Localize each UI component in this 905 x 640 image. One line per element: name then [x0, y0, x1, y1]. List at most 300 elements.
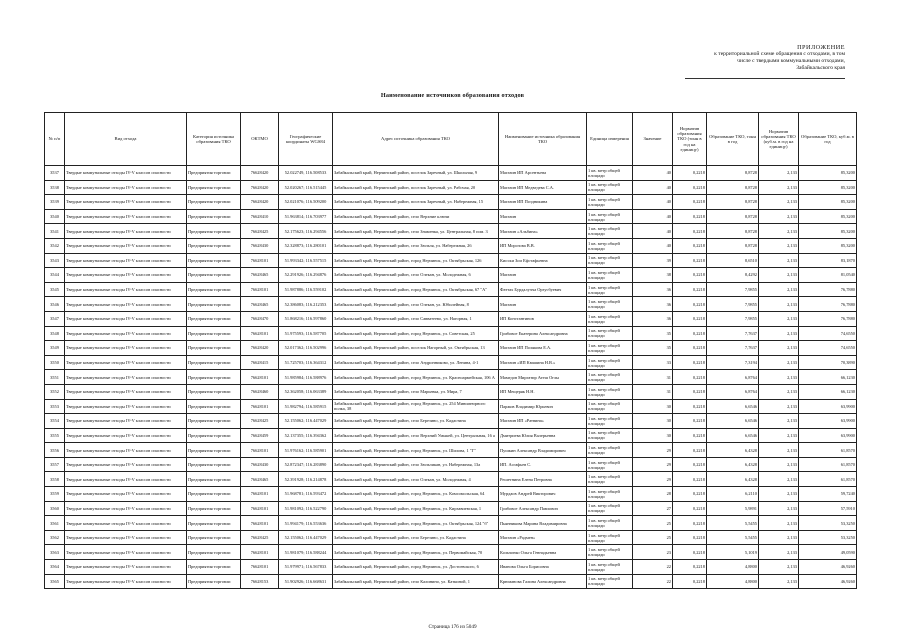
- cell-col-oktmo: 76628465: [241, 472, 279, 487]
- table-row: [45, 370, 857, 385]
- cell-col-source-category: Предприятия торговли: [187, 311, 241, 326]
- cell-col-oktmo: 76628420: [241, 341, 279, 356]
- cell-col-unit: 1 кв. метр общей площади: [587, 487, 633, 502]
- cell-col-unit: 1 кв. метр общей площади: [587, 268, 633, 283]
- cell-col-value: 28: [633, 487, 673, 502]
- cell-col-unit: 1 кв. метр общей площади: [587, 209, 633, 224]
- cell-col-output-m3: 85,3200: [799, 195, 857, 210]
- cell-col-source-name: Магазин «Радмен»: [499, 530, 587, 545]
- cell-col-source-category: Предприятия торговли: [187, 341, 241, 356]
- cell-col-output-m3: 83,1870: [799, 253, 857, 268]
- cell-col-oktmo: 76628420: [241, 166, 279, 181]
- cell-col-source-category: Предприятия торговли: [187, 399, 241, 414]
- cell-col-waste-type: Твердые коммунальные отходы IV-V классов опасности: [65, 268, 187, 283]
- cell-col-waste-type: Твердые коммунальные отходы IV-V классов опасности: [65, 370, 187, 385]
- table-row: [45, 516, 857, 531]
- cell-col-output-m3: 63,9900: [799, 399, 857, 414]
- cell-col-address: Забайкальский край, Нерчинский район, село Березино, ул. Кадастина: [333, 414, 499, 429]
- cell-col-norm-m3: 2,133: [759, 530, 799, 545]
- cell-col-coordinates: 52.175623; 116.294556: [279, 224, 333, 239]
- cell-col-number: 3552: [45, 384, 65, 399]
- column-header-col-oktmo: ОКТМО: [241, 113, 279, 166]
- cell-col-output-m3: 59,7240: [799, 487, 857, 502]
- cell-col-waste-type: Твердые коммунальные отходы IV-V классов опасности: [65, 516, 187, 531]
- table-row: [45, 384, 857, 399]
- cell-col-number: 3556: [45, 443, 65, 458]
- cell-col-waste-type: Твердые коммунальные отходы IV-V классов опасности: [65, 341, 187, 356]
- cell-col-output-tons: 7,9855: [707, 311, 759, 326]
- cell-col-norm-tons: 0,2218: [673, 443, 707, 458]
- cell-col-source-name: Пьянникова Марина Владимировна: [499, 516, 587, 531]
- cell-col-norm-m3: 2,133: [759, 457, 799, 472]
- cell-col-norm-m3: 2,133: [759, 399, 799, 414]
- cell-col-number: 3537: [45, 166, 65, 181]
- cell-col-output-tons: 4,8800: [707, 574, 759, 589]
- cell-col-output-m3: 81,0540: [799, 268, 857, 283]
- cell-col-norm-tons: 0,2218: [673, 487, 707, 502]
- cell-col-oktmo: 76628465: [241, 297, 279, 312]
- cell-col-value: 35: [633, 326, 673, 341]
- cell-col-norm-m3: 2,133: [759, 297, 799, 312]
- cell-col-norm-m3: 2,133: [759, 355, 799, 370]
- cell-col-output-tons: 6,2110: [707, 487, 759, 502]
- cell-col-number: 3540: [45, 209, 65, 224]
- cell-col-coordinates: 52.155062; 116.447029: [279, 414, 333, 429]
- cell-col-unit: 1 кв. метр общей площади: [587, 355, 633, 370]
- cell-col-norm-tons: 0,2218: [673, 384, 707, 399]
- cell-col-number: 3562: [45, 530, 65, 545]
- cell-col-source-category: Предприятия торговли: [187, 195, 241, 210]
- table-row: [45, 209, 857, 224]
- cell-col-norm-tons: 0,2218: [673, 268, 707, 283]
- cell-col-waste-type: Твердые коммунальные отходы IV-V классов опасности: [65, 574, 187, 589]
- cell-col-output-tons: 5,1019: [707, 545, 759, 560]
- cell-col-source-category: Предприятия торговли: [187, 209, 241, 224]
- table-row: [45, 428, 857, 443]
- cell-col-norm-m3: 2,133: [759, 341, 799, 356]
- cell-col-value: 22: [633, 574, 673, 589]
- cell-col-output-tons: 4,8800: [707, 560, 759, 575]
- cell-col-norm-tons: 0,2218: [673, 355, 707, 370]
- cell-col-output-tons: 7,7637: [707, 341, 759, 356]
- cell-col-unit: 1 кв. метр общей площади: [587, 428, 633, 443]
- column-header-col-value: Значение: [633, 113, 673, 166]
- cell-col-source-name: ИП Мещеряк Н.Н.: [499, 384, 587, 399]
- page-footer: Страница 176 из 5049: [428, 624, 477, 630]
- cell-col-address: Забайкальский край, Нерчинский район, город Нерчинск, ул. 254 Миниатюрного полка, 38: [333, 399, 499, 414]
- cell-col-output-tons: 6,4328: [707, 457, 759, 472]
- cell-col-waste-type: Твердые коммунальные отходы IV-V классов опасности: [65, 472, 187, 487]
- cell-col-norm-m3: 2,133: [759, 195, 799, 210]
- cell-col-oktmo: 76628410: [241, 209, 279, 224]
- cell-col-norm-m3: 2,133: [759, 516, 799, 531]
- cell-col-oktmo: 76628425: [241, 414, 279, 429]
- appendix-underline: [685, 78, 845, 79]
- cell-col-unit: 1 кв. метр общей площади: [587, 472, 633, 487]
- cell-col-address: Забайкальский край, Нерчинский район, город Нерчинск, ул. Октябрьская, 67 "А": [333, 282, 499, 297]
- cell-col-address: Забайкальский край, Нерчинский район, город Нерчинск, ул. Красноармейская, 106 А: [333, 370, 499, 385]
- cell-col-output-m3: 66,1230: [799, 384, 857, 399]
- cell-col-address: Забайкальский край, Нерчинский район, село Зюльзя, ул. Набережная, 26: [333, 238, 499, 253]
- table-row: [45, 166, 857, 181]
- appendix-line: числе с твердыми коммунальными отходами,: [737, 58, 845, 64]
- cell-col-unit: 1 кв. метр общей площади: [587, 195, 633, 210]
- cell-col-value: 29: [633, 472, 673, 487]
- cell-col-output-m3: 85,3200: [799, 166, 857, 181]
- cell-col-waste-type: Твердые коммунальные отходы IV-V классов опасности: [65, 209, 187, 224]
- cell-col-output-tons: 5,5455: [707, 530, 759, 545]
- cell-col-oktmo: 76628153: [241, 574, 279, 589]
- cell-col-value: 31: [633, 384, 673, 399]
- cell-col-waste-type: Твердые коммунальные отходы IV-V классов опасности: [65, 297, 187, 312]
- table-body: [45, 166, 857, 589]
- cell-col-norm-m3: 2,133: [759, 414, 799, 429]
- cell-col-source-category: Предприятия торговли: [187, 297, 241, 312]
- cell-col-oktmo: 76628101: [241, 545, 279, 560]
- cell-col-number: 3551: [45, 370, 65, 385]
- cell-col-output-m3: 57,5910: [799, 501, 857, 516]
- cell-col-output-tons: 6,8764: [707, 370, 759, 385]
- cell-col-source-name: Решетнина Елена Петровна: [499, 472, 587, 487]
- cell-col-waste-type: Твердые коммунальные отходы IV-V классов опасности: [65, 224, 187, 239]
- cell-col-norm-m3: 2,133: [759, 443, 799, 458]
- cell-col-address: Забайкальский край, Нерчинский район, село Олекан, ул. Молодежная, 4: [333, 472, 499, 487]
- cell-col-source-category: Предприятия торговли: [187, 326, 241, 341]
- cell-col-coordinates: 52.155062; 116.447029: [279, 530, 333, 545]
- cell-col-address: Забайкальский край, Нерчинский район, поселок Нагорный, ул. Октябрьская, 13: [333, 341, 499, 356]
- cell-col-number: 3560: [45, 501, 65, 516]
- appendix-line: Забайкальского края: [796, 65, 845, 71]
- cell-col-source-name: Грибовое Екатерина Александровна: [499, 326, 587, 341]
- page-title: Наименование источников образования отходов: [380, 92, 525, 99]
- column-header-col-source-category: Категория источника образования ТКО: [187, 113, 241, 166]
- cell-col-address: Забайкальский край, Нерчинский район, село Олекан, ул. Молодежная, 6: [333, 268, 499, 283]
- cell-col-coordinates: 52.291926; 116.294876: [279, 268, 333, 283]
- cell-col-coordinates: 52.017362; 116.502996: [279, 341, 333, 356]
- cell-col-norm-m3: 2,133: [759, 238, 799, 253]
- cell-col-norm-tons: 0,2218: [673, 399, 707, 414]
- cell-col-source-name: Иванова Ольга Борисовна: [499, 560, 587, 575]
- cell-col-address: Забайкальский край, Нерчинский район, поселок Заречный, ул. Рабочая, 20: [333, 180, 499, 195]
- cell-col-unit: 1 кв. метр общей площади: [587, 238, 633, 253]
- cell-col-source-category: Предприятия торговли: [187, 224, 241, 239]
- cell-col-output-m3: 85,3200: [799, 180, 857, 195]
- table-row: [45, 414, 857, 429]
- cell-col-norm-m3: 2,133: [759, 326, 799, 341]
- cell-col-output-tons: 6,4328: [707, 472, 759, 487]
- cell-col-coordinates: 51.979971; 116.567833: [279, 560, 333, 575]
- cell-col-oktmo: 76628459: [241, 428, 279, 443]
- cell-col-unit: 1 кв. метр общей площади: [587, 560, 633, 575]
- cell-col-norm-tons: 0,2218: [673, 530, 707, 545]
- cell-col-output-m3: 61,8570: [799, 443, 857, 458]
- cell-col-value: 36: [633, 311, 673, 326]
- cell-col-address: Забайкальский край, Нерчинский район, город Нерчинск, ул. Комсомольская, 64: [333, 487, 499, 502]
- cell-col-value: 25: [633, 516, 673, 531]
- waste-sources-table: [44, 112, 857, 589]
- cell-col-source-name: Магазин: [499, 268, 587, 283]
- cell-col-coordinates: 51.902926; 116.668631: [279, 574, 333, 589]
- cell-col-source-category: Предприятия торговли: [187, 268, 241, 283]
- cell-col-output-tons: 8,8728: [707, 224, 759, 239]
- cell-col-waste-type: Твердые коммунальные отходы IV-V классов опасности: [65, 384, 187, 399]
- cell-col-norm-tons: 0,2218: [673, 370, 707, 385]
- table-row: [45, 238, 857, 253]
- cell-col-source-category: Предприятия торговли: [187, 355, 241, 370]
- table-row: [45, 530, 857, 545]
- cell-col-output-tons: 7,7637: [707, 326, 759, 341]
- cell-col-waste-type: Твердые коммунальные отходы IV-V классов опасности: [65, 166, 187, 181]
- cell-col-unit: 1 кв. метр общей площади: [587, 180, 633, 195]
- cell-col-norm-tons: 0,2218: [673, 297, 707, 312]
- cell-col-norm-tons: 0,2218: [673, 457, 707, 472]
- cell-col-address: Забайкальский край, Нерчинский район, поселок Заречный, ул. Школьная, 9: [333, 166, 499, 181]
- cell-col-output-m3: 53,3250: [799, 530, 857, 545]
- cell-col-norm-m3: 2,133: [759, 253, 799, 268]
- cell-col-number: 3547: [45, 311, 65, 326]
- cell-col-address: Забайкальский край, Нерчинский район, город Нерчинск, ул. Первомайская, 70: [333, 545, 499, 560]
- cell-col-output-m3: 63,9900: [799, 428, 857, 443]
- cell-col-value: 40: [633, 209, 673, 224]
- appendix-line: к территориальной схеме обращения с отходами, в том: [714, 51, 845, 57]
- cell-col-source-name: Кольчонко Ольга Геннадьевна: [499, 545, 587, 560]
- table-row: [45, 545, 857, 560]
- cell-col-source-name: Мамедов Миргатир Атеш Оглы: [499, 370, 587, 385]
- cell-col-norm-m3: 2,133: [759, 180, 799, 195]
- cell-col-norm-tons: 0,2218: [673, 501, 707, 516]
- cell-col-number: 3550: [45, 355, 65, 370]
- cell-col-source-name: Паржов Владимир Юрьевич: [499, 399, 587, 414]
- cell-col-number: 3565: [45, 574, 65, 589]
- cell-col-value: 29: [633, 443, 673, 458]
- cell-col-coordinates: 52.872347; 116.283890: [279, 457, 333, 472]
- cell-col-value: 35: [633, 341, 673, 356]
- cell-col-value: 29: [633, 457, 673, 472]
- cell-col-norm-m3: 2,133: [759, 560, 799, 575]
- cell-col-norm-tons: 0,2218: [673, 414, 707, 429]
- cell-col-coordinates: 52.386083; 116.212353: [279, 297, 333, 312]
- cell-col-unit: 1 кв. метр общей площади: [587, 311, 633, 326]
- cell-col-coordinates: 52.021076; 116.509200: [279, 195, 333, 210]
- column-header-col-number: № п/п: [45, 113, 65, 166]
- cell-col-waste-type: Твердые коммунальные отходы IV-V классов опасности: [65, 414, 187, 429]
- cell-col-address: Забайкальский край, Нерчинский район, город Нерчинск, ул. Кирзавиевская, 1: [333, 501, 499, 516]
- cell-col-source-name: ИП. Асгафьев С.: [499, 457, 587, 472]
- cell-col-value: 30: [633, 428, 673, 443]
- cell-col-oktmo: 76628415: [241, 355, 279, 370]
- cell-col-coordinates: 51.975593; 116.587705: [279, 326, 333, 341]
- cell-col-oktmo: 76628420: [241, 195, 279, 210]
- cell-col-coordinates: 52.362058; 116.063389: [279, 384, 333, 399]
- table-row: [45, 487, 857, 502]
- cell-col-output-m3: 74,6550: [799, 341, 857, 356]
- cell-col-coordinates: 51.985984; 116.588976: [279, 370, 333, 385]
- cell-col-source-name: Магазин «Альбина»: [499, 224, 587, 239]
- cell-col-waste-type: Твердые коммунальные отходы IV-V классов опасности: [65, 238, 187, 253]
- cell-col-source-name: Крюманова Галина Александровна: [499, 574, 587, 589]
- cell-col-norm-m3: 2,133: [759, 282, 799, 297]
- cell-col-value: 38: [633, 268, 673, 283]
- cell-col-source-category: Предприятия торговли: [187, 472, 241, 487]
- cell-col-output-tons: 7,9855: [707, 297, 759, 312]
- cell-col-address: Забайкальский край, Нерчинский район, село Верхний Умыкей, ул. Центральная, 16 а: [333, 428, 499, 443]
- cell-col-unit: 1 кв. метр общей площади: [587, 399, 633, 414]
- cell-col-unit: 1 кв. метр общей площади: [587, 516, 633, 531]
- cell-col-address: Забайкальский край, Нерчинский район, город Нерчинск, ул. Октябрьская, 126: [333, 253, 499, 268]
- cell-col-coordinates: 51.994179; 116.553636: [279, 516, 333, 531]
- cell-col-oktmo: 76628101: [241, 370, 279, 385]
- cell-col-unit: 1 кв. метр общей площади: [587, 414, 633, 429]
- cell-col-output-tons: 6,6546: [707, 414, 759, 429]
- cell-col-unit: 1 кв. метр общей площади: [587, 574, 633, 589]
- cell-col-output-m3: 46,9260: [799, 560, 857, 575]
- cell-col-source-category: Предприятия торговли: [187, 560, 241, 575]
- cell-col-number: 3538: [45, 180, 65, 195]
- cell-col-value: 33: [633, 355, 673, 370]
- cell-col-number: 3554: [45, 414, 65, 429]
- cell-col-norm-m3: 2,133: [759, 574, 799, 589]
- cell-col-output-tons: 8,6510: [707, 253, 759, 268]
- column-header-col-address: Адрес источника образования ТКО: [333, 113, 499, 166]
- cell-col-number: 3563: [45, 545, 65, 560]
- cell-col-source-category: Предприятия торговли: [187, 487, 241, 502]
- cell-col-output-m3: 66,1230: [799, 370, 857, 385]
- cell-col-output-tons: 8,8728: [707, 180, 759, 195]
- table-row: [45, 560, 857, 575]
- cell-col-address: Забайкальский край, Нерчинский район, село Савватеево, ул. Нагорная, 1: [333, 311, 499, 326]
- cell-col-norm-tons: 0,2218: [673, 560, 707, 575]
- cell-col-source-name: Дмитриева Юлия Валерьевна: [499, 428, 587, 443]
- cell-col-address: Забайкальский край, Нерчинский район, город Нерчинск, ул. Советская, 25: [333, 326, 499, 341]
- cell-col-coordinates: 51.725703; 116.364312: [279, 355, 333, 370]
- cell-col-value: 30: [633, 399, 673, 414]
- cell-col-oktmo: 76628101: [241, 282, 279, 297]
- cell-col-norm-tons: 0,2218: [673, 238, 707, 253]
- cell-col-unit: 1 кв. метр общей площади: [587, 370, 633, 385]
- cell-col-source-name: Грибовое Александр Павлович: [499, 501, 587, 516]
- cell-col-number: 3553: [45, 399, 65, 414]
- cell-col-address: Забайкальский край, Нерчинский район, село Знаменка, ул. Центральная, 8 пом. 3: [333, 224, 499, 239]
- table-row: [45, 282, 857, 297]
- cell-col-source-category: Предприятия торговли: [187, 574, 241, 589]
- cell-col-norm-m3: 2,133: [759, 472, 799, 487]
- cell-col-norm-tons: 0,2218: [673, 209, 707, 224]
- cell-col-output-tons: 8,8728: [707, 238, 759, 253]
- cell-col-oktmo: 76628425: [241, 224, 279, 239]
- cell-col-address: Забайкальский край, Нерчинский район, село Олекан, ул. Юбилейная, 8: [333, 297, 499, 312]
- cell-col-source-category: Предприятия торговли: [187, 516, 241, 531]
- cell-col-output-tons: 6,8764: [707, 384, 759, 399]
- cell-col-number: 3555: [45, 428, 65, 443]
- cell-col-address: Забайкальский край, Нерчинский район, поселок Заречный, ул. Набережная, 15: [333, 195, 499, 210]
- column-header-col-norm-m3: Норматив образования ТКО (куб.м. в год на единицу): [759, 113, 799, 166]
- cell-col-output-tons: 8,8728: [707, 166, 759, 181]
- cell-col-waste-type: Твердые коммунальные отходы IV-V классов опасности: [65, 311, 187, 326]
- cell-col-source-name: Магазин: [499, 297, 587, 312]
- cell-col-output-m3: 85,3200: [799, 209, 857, 224]
- cell-col-waste-type: Твердые коммунальные отходы IV-V классов опасности: [65, 545, 187, 560]
- column-header-col-norm-tons: Норматив образования ТКО (тонн в год на единицу): [673, 113, 707, 166]
- cell-col-output-m3: 49,0590: [799, 545, 857, 560]
- cell-col-value: 25: [633, 530, 673, 545]
- cell-col-value: 39: [633, 253, 673, 268]
- cell-col-address: Забайкальский край, Нерчинский район, село Андронниково, ул. Ленина, 4-1: [333, 355, 499, 370]
- cell-col-coordinates: 51.963814; 116.703977: [279, 209, 333, 224]
- cell-col-value: 30: [633, 414, 673, 429]
- cell-col-value: 36: [633, 282, 673, 297]
- cell-col-waste-type: Твердые коммунальные отходы IV-V классов опасности: [65, 326, 187, 341]
- cell-col-oktmo: 76628430: [241, 238, 279, 253]
- cell-col-coordinates: 52.137355; 116.394362: [279, 428, 333, 443]
- cell-col-waste-type: Твердые коммунальные отходы IV-V классов опасности: [65, 355, 187, 370]
- cell-col-output-tons: 6,6546: [707, 428, 759, 443]
- cell-col-coordinates: 51.982794; 116.585915: [279, 399, 333, 414]
- cell-col-value: 23: [633, 545, 673, 560]
- cell-col-address: Забайкальский край, Нерчинский район, село Калинино, ул. Каткиной, 1: [333, 574, 499, 589]
- cell-col-coordinates: 52.022749, 116.508533: [279, 166, 333, 181]
- cell-col-norm-tons: 0,2218: [673, 166, 707, 181]
- table-row: [45, 268, 857, 283]
- cell-col-source-category: Предприятия торговли: [187, 253, 241, 268]
- cell-col-waste-type: Твердые коммунальные отходы IV-V классов опасности: [65, 560, 187, 575]
- cell-col-oktmo: 76628101: [241, 516, 279, 531]
- cell-col-waste-type: Твердые коммунальные отходы IV-V классов опасности: [65, 282, 187, 297]
- cell-col-output-tons: 6,4328: [707, 443, 759, 458]
- cell-col-waste-type: Твердые коммунальные отходы IV-V классов опасности: [65, 195, 187, 210]
- cell-col-norm-m3: 2,133: [759, 209, 799, 224]
- cell-col-coordinates: 51.987886; 116.559102: [279, 282, 333, 297]
- cell-col-oktmo: 76628420: [241, 180, 279, 195]
- cell-col-coordinates: 51.868216; 116.597860: [279, 311, 333, 326]
- cell-col-unit: 1 кв. метр общей площади: [587, 384, 633, 399]
- cell-col-source-name: Магазин ИП Поздникина: [499, 195, 587, 210]
- cell-col-value: 22: [633, 560, 673, 575]
- cell-col-number: 3557: [45, 457, 65, 472]
- cell-col-number: 3544: [45, 268, 65, 283]
- cell-col-coordinates: 52.391928; 116.214878: [279, 472, 333, 487]
- cell-col-source-category: Предприятия торговли: [187, 530, 241, 545]
- cell-col-source-category: Предприятия торговли: [187, 166, 241, 181]
- cell-col-coordinates: 51.968781; 116.593472: [279, 487, 333, 502]
- cell-col-source-name: Магазин ИП «Ратвина»: [499, 414, 587, 429]
- cell-col-output-m3: 61,8570: [799, 472, 857, 487]
- cell-col-oktmo: 76628460: [241, 384, 279, 399]
- cell-col-source-category: Предприятия торговли: [187, 428, 241, 443]
- cell-col-source-name: Магазин «ИП Квашина Н.В.»: [499, 355, 587, 370]
- cell-col-oktmo: 76628101: [241, 443, 279, 458]
- cell-col-norm-tons: 0,2218: [673, 180, 707, 195]
- table-row: [45, 195, 857, 210]
- cell-col-unit: 1 кв. метр общей площади: [587, 341, 633, 356]
- cell-col-norm-tons: 0,2218: [673, 428, 707, 443]
- cell-col-unit: 1 кв. метр общей площади: [587, 326, 633, 341]
- cell-col-output-tons: 8,8728: [707, 209, 759, 224]
- table-row: [45, 326, 857, 341]
- cell-col-output-m3: 63,9900: [799, 414, 857, 429]
- cell-col-oktmo: 76628465: [241, 268, 279, 283]
- cell-col-unit: 1 кв. метр общей площади: [587, 443, 633, 458]
- table-row: [45, 297, 857, 312]
- cell-col-value: 31: [633, 370, 673, 385]
- cell-col-waste-type: Твердые коммунальные отходы IV-V классов опасности: [65, 399, 187, 414]
- cell-col-oktmo: 76628470: [241, 311, 279, 326]
- cell-col-source-name: Магазин ИП Медведева С.А.: [499, 180, 587, 195]
- cell-col-waste-type: Твердые коммунальные отходы IV-V классов опасности: [65, 428, 187, 443]
- cell-col-number: 3558: [45, 472, 65, 487]
- table-row: [45, 355, 857, 370]
- column-header-col-coordinates: Географические координаты WGS84: [279, 113, 333, 166]
- cell-col-norm-m3: 2,133: [759, 370, 799, 385]
